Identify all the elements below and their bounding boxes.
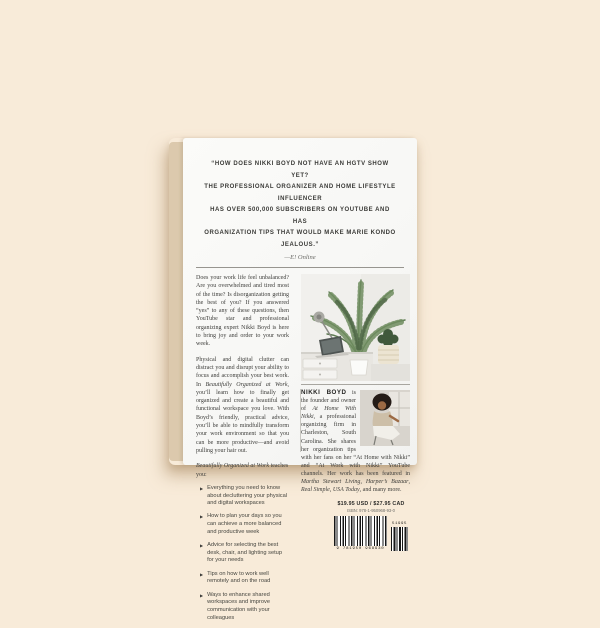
column-divider — [300, 389, 301, 452]
photo-divider — [301, 384, 410, 385]
barcode-addon-digits: 51995 — [391, 522, 407, 527]
list-item — [196, 485, 289, 508]
book-back-cover — [169, 138, 417, 621]
list-item — [196, 571, 289, 586]
author-name: NIKKI BOYD — [301, 389, 347, 396]
barcode-group — [332, 516, 410, 551]
quote-line: ORGANIZATION TIPS THAT WOULD MAKE MARIE KONDO JEALOUS.” — [204, 230, 396, 248]
intro-paragraph: Does your work life feel unbalanced? Are you overwhelmed and tired most of the time? Is disorganization getting the best of you? If you answered “yes” to any of these questions, then YouTube star and professional organizing expert Nikki Boyd is here to bring joy and order to your work week. — [196, 275, 289, 348]
list-item-text: Advice for selecting the best desk, chair, and lighting setup for your needs — [207, 542, 283, 564]
list-item-text: How to plan your days so you can achieve a more balanced and productive week — [207, 513, 282, 535]
paragraph-text: Physical and digital clutter can distract you and disrupt your ability to focus and accomplish your best work. In — [196, 356, 289, 388]
isbn-label: ISBN: 978-1-950968-93-0 — [347, 508, 395, 514]
barcode-bars — [334, 516, 387, 546]
bio-italic: Harper’s Bazaar — [365, 479, 409, 486]
list-item-text: Ways to enhance shared workspaces and improve communication with your colleagues — [207, 591, 270, 621]
desk-plants-photo — [301, 274, 410, 381]
bio-text: is the founder and owner of — [301, 390, 356, 413]
bullet-arrow-icon: ▶ — [200, 514, 204, 520]
book-title-italic: Beautifully Organized at Work — [205, 381, 288, 388]
bio-text: , a professional organizing firm in Charleston, South Carolina. She shares her organization tips with her fans on her “At Home with Nikki” and “At Work with Nikki” YouTube channels. Her work has been featured in — [301, 414, 410, 477]
list-item — [196, 592, 289, 623]
list-item — [196, 513, 289, 536]
quote-line: THE PROFESSIONAL ORGANIZER AND HOME LIFESTYLE INFLUENCER — [204, 184, 396, 202]
bio-text: , — [329, 487, 333, 494]
author-photo — [360, 390, 410, 446]
paragraph-text: teaches you: — [196, 463, 289, 478]
bio-italic: Martha Stewart Living — [301, 479, 361, 486]
bio-italic: At Home With Nikki — [301, 406, 357, 421]
barcode-main — [334, 516, 387, 551]
quote-line: HAS OVER 500,000 SUBSCRIBERS ON YOUTUBE AND HAS — [210, 207, 390, 225]
cover-surface — [183, 138, 417, 621]
list-item-text: Everything you need to know about decluttering your physical and digital workspaces — [207, 484, 288, 507]
list-item — [196, 542, 289, 565]
barcode-digits: 9 781950 968930 — [336, 546, 385, 551]
description-column — [196, 274, 289, 628]
bio-text: , — [408, 479, 410, 486]
price-and-barcode — [332, 501, 410, 551]
second-paragraph — [196, 356, 289, 456]
list-item-text: Tips on how to work well remotely and on the road — [207, 570, 271, 585]
feature-list — [196, 485, 289, 623]
quote-line: “HOW DOES NIKKI BOYD NOT HAVE AN HGTV SHOW YET? — [211, 161, 389, 179]
bullet-arrow-icon: ▶ — [200, 592, 204, 598]
review-quote — [202, 159, 398, 261]
author-bio — [301, 389, 410, 494]
teaches-line — [196, 462, 289, 479]
barcode-addon-bars — [391, 527, 408, 551]
bullet-arrow-icon: ▶ — [200, 543, 204, 549]
bio-italic: USA Today — [332, 487, 360, 494]
paragraph-text: , you’ll learn how to finally get organized and create a beautiful and functional workspace you love. With Boyd’s friendly, practical advice, you’ll be able to mindfully transform your work environment so that you can be more productive—and avoid pulling your hair out. — [196, 381, 289, 454]
barcode-addon — [391, 522, 408, 551]
bullet-arrow-icon: ▶ — [200, 485, 204, 491]
bio-text: , and many more. — [359, 487, 402, 494]
price-label: $19.95 USD / $27.95 CAD — [337, 501, 405, 508]
bullet-arrow-icon: ▶ — [200, 571, 204, 577]
author-column — [301, 274, 410, 628]
quote-attribution: —E! Online — [284, 254, 316, 261]
bio-text: , — [360, 479, 366, 486]
bio-italic: Real Simple — [301, 487, 330, 494]
book-title-italic: Beautifully Organized at Work — [196, 463, 270, 470]
